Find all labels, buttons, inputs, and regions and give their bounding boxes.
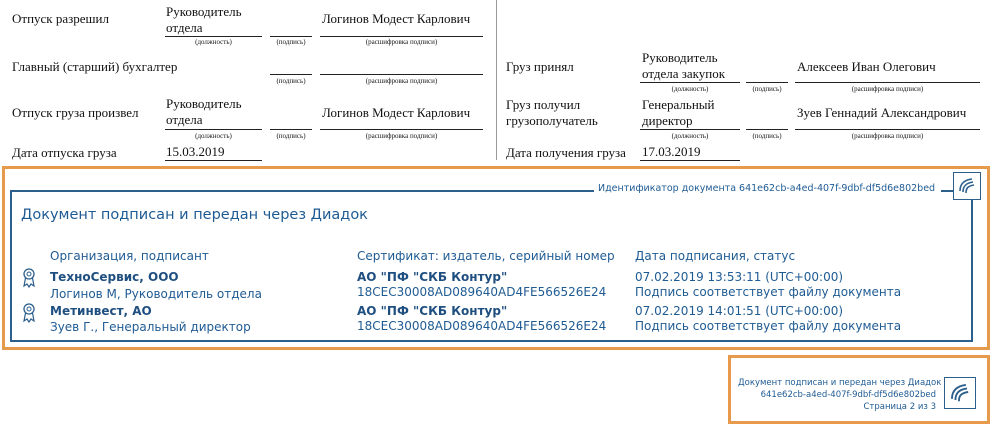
sign-status: Подпись соответствует файлу документа: [635, 319, 902, 333]
sign-status: Подпись соответствует файлу документа: [635, 285, 902, 299]
position-caption: (должность): [671, 85, 709, 93]
diadoc-logo-icon: [944, 377, 976, 409]
signature-caption: (подпись): [276, 77, 306, 85]
sign-datetime: 07.02.2019 13:53:11 (UTC+00:00): [635, 270, 844, 284]
certificate-badge-icon: [22, 268, 36, 293]
signer-person: Зуев Г., Генеральный директор: [50, 320, 251, 334]
decoding-caption: (расшифровка подписи): [365, 38, 438, 46]
footer-line-2: 641e62cb-a4ed-407f-9dbf-df5d6e802bed: [760, 390, 936, 400]
cert-issuer: АО "ПФ "СКБ Контур": [357, 270, 508, 284]
decoding-caption: (расшифровка подписи): [851, 132, 924, 140]
cargo-received-label: Груз принял: [506, 59, 574, 74]
position-caption: (должность): [195, 38, 232, 46]
cert-issuer: АО "ПФ "СКБ Контур": [357, 304, 508, 318]
footer-line-3: Страница 2 из 3: [863, 402, 936, 412]
stamp-title: Документ подписан и передан через Диадок: [21, 207, 368, 223]
header-date: Дата подписания, статус: [635, 249, 796, 263]
release-date-label: Дата отпуска груза: [12, 145, 117, 160]
cargo-consignee-name: Зуев Геннадий Александрович: [797, 105, 967, 120]
cargo-consignee-label: Груз получил грузополучатель: [506, 97, 598, 128]
cert-serial: 18CEC30008AD089640AD4FE566526E24: [357, 319, 607, 333]
signature-caption: (подпись): [752, 85, 782, 93]
position-caption: (должность): [195, 132, 232, 140]
header-cert: Сертификат: издатель, серийный номер: [357, 249, 615, 263]
receive-date-label: Дата получения груза: [506, 145, 626, 160]
release-made-name: Логинов Модест Карлович: [322, 105, 471, 120]
decoding-caption: (расшифровка подписи): [851, 85, 924, 93]
header-org: Организация, подписант: [50, 249, 209, 263]
release-permitted-name: Логинов Модест Карлович: [322, 11, 471, 26]
column-divider: [496, 0, 497, 160]
signature-caption: (подпись): [276, 132, 306, 140]
decoding-caption: (расшифровка подписи): [365, 77, 438, 85]
signature-caption: (подпись): [276, 38, 306, 46]
position-caption: (должность): [671, 132, 709, 140]
certificate-badge-icon: [22, 303, 36, 328]
footer-line-1: Документ подписан и передан через Диадок: [738, 378, 942, 388]
release-made-label: Отпуск груза произвел: [12, 105, 139, 120]
diadoc-logo-icon: [953, 172, 981, 200]
release-date-value: 15.03.2019: [166, 144, 225, 159]
signer-person: Логинов М, Руководитель отдела: [50, 287, 262, 301]
receive-date-value: 17.03.2019: [642, 144, 701, 159]
cert-serial: 18CEC30008AD089640AD4FE566526E24: [357, 285, 607, 299]
cargo-received-name: Алексеев Иван Олегович: [797, 59, 936, 74]
release-permitted-position: Руководитель отдела: [166, 4, 242, 35]
decoding-caption: (расшифровка подписи): [365, 132, 438, 140]
release-made-position: Руководитель отдела: [166, 96, 242, 127]
sign-datetime: 07.02.2019 14:01:51 (UTC+00:00): [635, 304, 844, 318]
signature-caption: (подпись): [752, 132, 782, 140]
cargo-received-position: Руководитель отдела закупок: [642, 50, 726, 81]
document-id-label: Идентификатор документа 641e62cb-a4ed-407f-9dbf-df5d6e802bed: [594, 183, 941, 195]
signer-org: ТехноСервис, ООО: [50, 270, 179, 284]
chief-accountant-label: Главный (старший) бухгалтер: [12, 59, 178, 74]
release-permitted-label: Отпуск разрешил: [12, 11, 109, 26]
cargo-consignee-position: Генеральный директор: [642, 97, 715, 128]
signer-org: Метинвест, АО: [50, 304, 152, 318]
footer-stamp-text: [738, 377, 942, 413]
